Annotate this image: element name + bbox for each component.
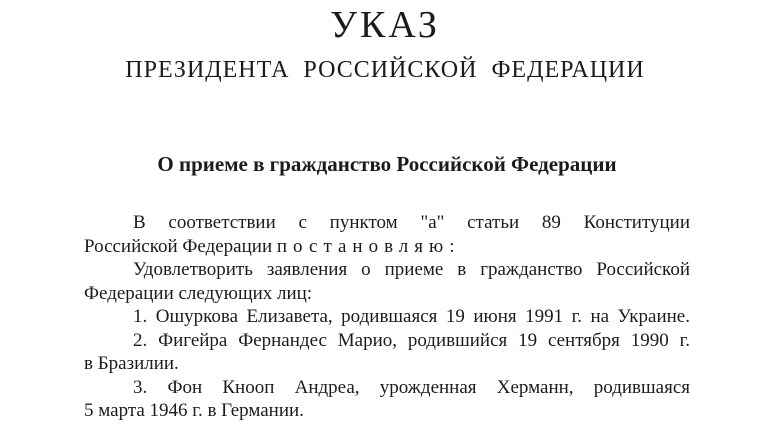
document-title: УКАЗ [330, 4, 440, 46]
text-line-7: в Бразилии. [84, 353, 179, 374]
text-line-3: Удовлетворить заявления о приеме в гражданство Российской [133, 259, 690, 280]
document-heading: О приеме в гражданство Российской Федерации [157, 152, 617, 176]
text-line-5: 1. Ошуркова Елизавета, родившаяся 19 июня 1991 г. на Украине. [133, 306, 690, 327]
text-line-6: 2. Фигейра Фернандес Марио, родившийся 19 сентября 1990 г. [133, 329, 690, 351]
text-line-2: Российской Федерации постановляю: [84, 235, 461, 257]
document-subtitle: ПРЕЗИДЕНТА РОССИЙСКОЙ ФЕДЕРАЦИИ [125, 57, 645, 83]
text-line-9: 5 марта 1946 г. в Германии. [84, 400, 304, 421]
text-line-8: 3. Фон Кнооп Андреа, урожденная Херманн, родившаяся [133, 376, 690, 398]
text-line-1: В соответствии с пунктом "а" статьи 89 Конституции [133, 212, 690, 233]
letterspaced-word: постановляю: [276, 235, 461, 257]
text-line-4: Федерации следующих лиц: [84, 282, 313, 304]
document-body [84, 211, 690, 423]
